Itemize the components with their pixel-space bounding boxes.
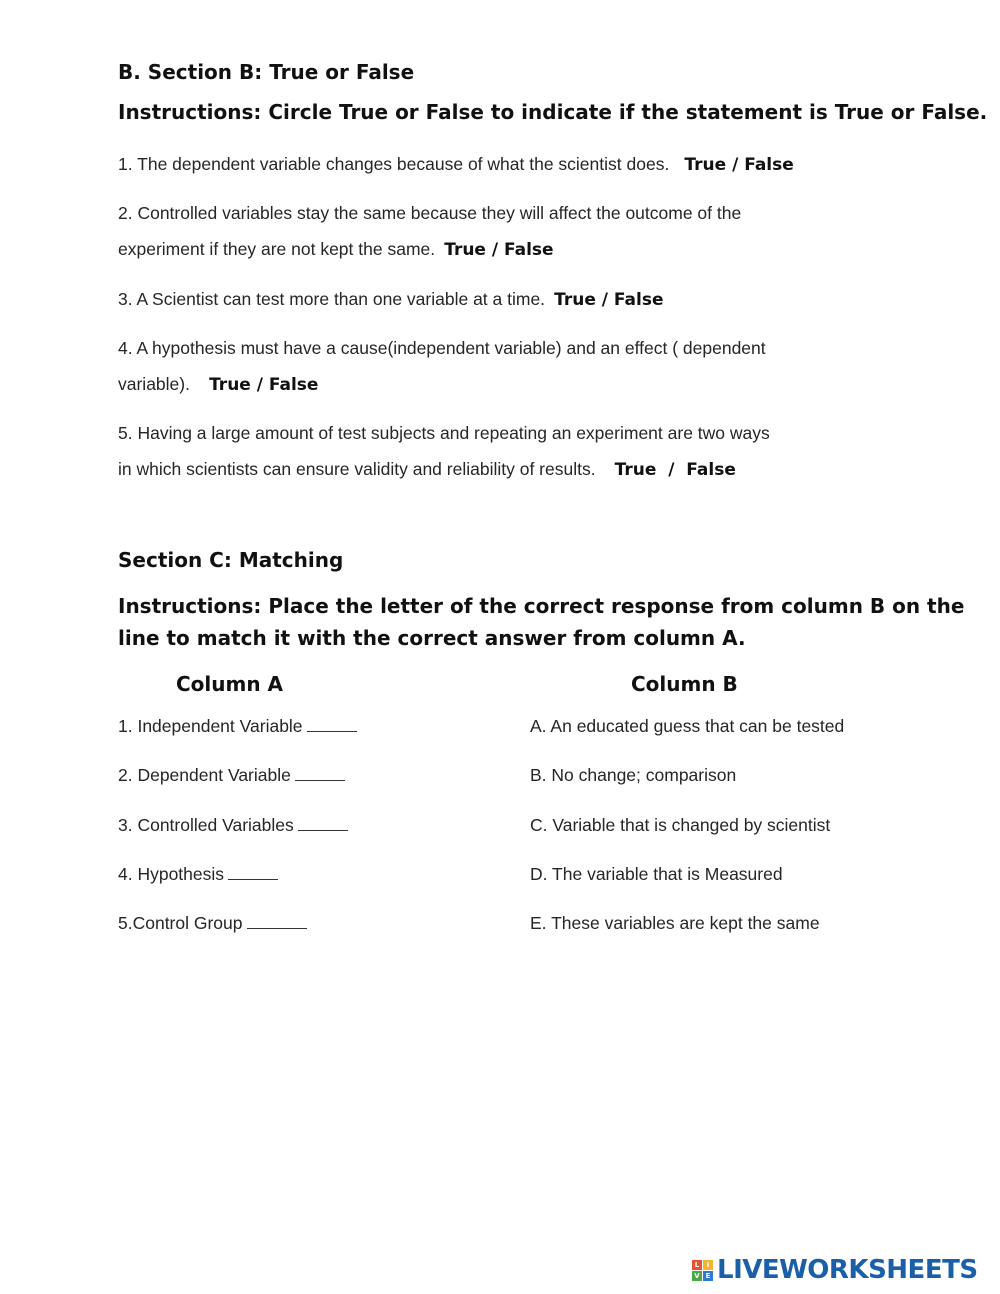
section-c-instructions-line2: line to match it with the correct answer from column A. — [118, 626, 746, 650]
column-b-item: D. The variable that is Measured — [530, 864, 783, 884]
true-false-choice[interactable]: True / False — [554, 290, 664, 310]
tf-question-3 — [118, 289, 664, 310]
column-a-header: Column A — [176, 672, 284, 696]
true-false-choice[interactable]: True / False — [444, 240, 554, 260]
answer-blank[interactable] — [295, 779, 345, 781]
tf-question-text: 2. Controlled variables stay the same because they will affect the outcome of the — [118, 203, 742, 223]
column-a-item: 5.Control Group — [118, 913, 307, 934]
tf-question-1 — [118, 154, 794, 175]
tf-question-text: 3. A Scientist can test more than one variable at a time. — [118, 289, 546, 309]
column-b-item: E. These variables are kept the same — [530, 913, 820, 933]
column-a-item: 2. Dependent Variable — [118, 765, 345, 786]
column-a-item: 4. Hypothesis — [118, 864, 278, 885]
tf-question-text: 5. Having a large amount of test subjects and repeating an experiment are two ways — [118, 423, 770, 443]
column-b-item: C. Variable that is changed by scientist — [530, 815, 831, 835]
answer-blank[interactable] — [307, 730, 357, 732]
section-c-instructions-line1: Instructions: Place the letter of the correct response from column B on the — [118, 594, 965, 618]
column-b-item: A. An educated guess that can be tested — [530, 716, 845, 736]
column-b-header: Column B — [631, 672, 738, 696]
tf-question-2-cont — [118, 239, 554, 260]
answer-blank[interactable] — [298, 829, 348, 831]
true-false-choice[interactable]: True / False — [209, 375, 319, 395]
tf-question-2 — [118, 203, 741, 224]
logo-mark-icon: L I V E — [692, 1260, 713, 1281]
tf-question-text: 1. The dependent variable changes because of what the scientist does. — [118, 154, 670, 174]
logo-text: LIVEWORKSHEETS — [717, 1255, 978, 1285]
liveworksheets-logo — [692, 1255, 978, 1285]
tf-question-5 — [118, 423, 770, 444]
tf-question-text: in which scientists can ensure validity and reliability of results. — [118, 459, 596, 479]
section-b-instructions: Instructions: Circle True or False to indicate if the statement is True or False. — [118, 100, 988, 124]
section-b-title: B. Section B: True or False — [118, 60, 415, 84]
section-c-title: Section C: Matching — [118, 548, 344, 572]
tf-question-text: experiment if they are not kept the same. — [118, 239, 436, 259]
answer-blank[interactable] — [247, 927, 307, 929]
tf-question-text: 4. A hypothesis must have a cause(independent variable) and an effect ( dependent — [118, 338, 766, 358]
tf-question-4 — [118, 338, 766, 359]
column-b-item: B. No change; comparison — [530, 765, 737, 785]
answer-blank[interactable] — [228, 878, 278, 880]
true-false-choice[interactable]: True / False — [614, 460, 736, 480]
column-a-item: 3. Controlled Variables — [118, 815, 348, 836]
tf-question-5-cont — [118, 459, 736, 480]
tf-question-text: variable). — [118, 374, 190, 394]
column-a-item: 1. Independent Variable — [118, 716, 357, 737]
true-false-choice[interactable]: True / False — [684, 155, 794, 175]
tf-question-4-cont — [118, 374, 318, 395]
